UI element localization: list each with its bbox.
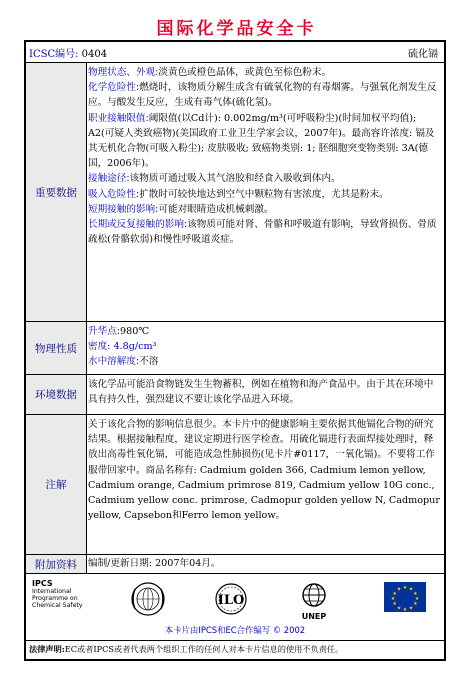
item-label: 吸入危险性: — [88, 188, 140, 200]
item-text: 该物质可通过吸入其气溶胶和经食入吸收到体内。 — [129, 173, 341, 185]
important-data-heading: 重要数据 — [26, 63, 87, 321]
additional-info-row — [26, 555, 444, 574]
exposure-limits-item — [88, 111, 441, 172]
density-item: 密度: 4.8g/cm³ — [88, 341, 157, 353]
important-data-row — [26, 63, 444, 322]
svg-text:★: ★ — [392, 591, 397, 597]
physical-properties-heading: 物理性质 — [26, 322, 87, 374]
sublimation-point-item — [88, 324, 441, 339]
svg-text:★: ★ — [396, 605, 402, 612]
safety-card — [24, 40, 446, 661]
short-term-effects-item — [88, 202, 441, 217]
ipcs-title: IPCS — [32, 579, 53, 588]
item-text: 该物质可能对肾、骨骼和呼吸道有影响，导致肾损伤、骨质疏松(骨骼软弱)和慢性呼吸道炎症。 — [88, 219, 437, 246]
who-emblem-icon — [132, 583, 164, 615]
item-text: 阈限值(以Cd计): 0.002mg/m³(可呼吸粉尘)(时间加权平均值); A2(可疑人类致癌物)(美国政府工业卫生学家会议，2007年)。最高容许浓度: 镉及其无机化合物(可吸入粉尘); 皮肤吸收; 致癌物类别: 1; 胚细胞突变物类别: 3A(德国，2006年)。 — [88, 112, 435, 170]
svg-text:★: ★ — [408, 586, 414, 593]
long-term-effects-item — [88, 217, 441, 247]
chemical-hazard-item — [88, 80, 441, 110]
item-label: 物理状态、外观: — [88, 67, 159, 78]
notes-heading: 注解 — [26, 415, 87, 554]
svg-text:★: ★ — [402, 585, 408, 591]
notes-text: 关于该化合物的影响信息很少。本卡片中的健康影响主要依据其他镉化合物的研究结果。根据接触程度，建议定期进行医学检查。用硫化镉进行表面焊接处理时，释放出高毒性氧化镉，可能造成急性肺损伤(见卡片#0117，一氧化镉)。不要将工作服带回家中。商品名称有: Cadmium golden 366, Cadmium lemon yellow, Cadmium orange, Cadmium primrose 819, Cadmium yellow 10G conc., Cadmium yellow conc. primrose, Cadmopur golden yellow N, Cadmopur yellow, Capsebon和Ferro lemon yellow。 — [88, 419, 440, 522]
legal-notice — [29, 644, 343, 655]
item-text: 燃烧时，该物质分解生成含有硫氧化物的有毒烟雾。与强氧化剂发生反应。与酸发生反应，生成有毒气体(硫化氢)。 — [88, 82, 437, 109]
environmental-data-row — [26, 375, 444, 415]
ipcs-line: International — [32, 588, 72, 595]
legal-text: EC或者IPCS或者代表两个组织工作的任何人对本卡片信息的使用不负责任。 — [64, 644, 344, 654]
item-text: 扩散时可较快地达到空气中颗粒物有害浓度，尤其是粉末。 — [139, 188, 389, 200]
eu-flag-icon — [384, 582, 426, 613]
unep-label: UNEP — [301, 612, 327, 621]
item-label: 升华点: — [88, 326, 121, 337]
svg-text:★: ★ — [414, 596, 420, 602]
organization-logos — [26, 580, 444, 618]
svg-text:★: ★ — [413, 591, 418, 597]
item-label: 职业接触限值: — [88, 112, 149, 124]
svg-text:★: ★ — [390, 596, 396, 602]
icsc-number-value: 0404 — [81, 49, 108, 60]
item-label: 化学危险性: — [88, 82, 140, 94]
icsc-number — [29, 45, 107, 60]
footer-logos-row — [26, 574, 444, 641]
item-label: 接触途径: — [88, 173, 130, 185]
environmental-data-heading: 环境数据 — [26, 375, 87, 414]
svg-text:★: ★ — [392, 601, 397, 607]
additional-info-text: 编制/更新日期: 2007年04月。 — [88, 558, 221, 569]
physical-properties-body — [88, 324, 441, 370]
item-label: 长期或反复接触的影响: — [88, 219, 188, 231]
water-solubility-item — [88, 354, 441, 369]
svg-text:ILO: ILO — [217, 593, 245, 608]
ipcs-line: Chemical Safety — [32, 602, 83, 609]
exposure-route-item — [88, 171, 441, 186]
item-text: 可能对眼睛造成机械刺激。 — [158, 203, 274, 215]
important-data-body — [88, 65, 441, 247]
notes-row — [26, 415, 444, 555]
unep-emblem-icon — [303, 584, 325, 606]
icsc-label: ICSC编号: — [29, 49, 79, 60]
item-text: 淡黄色或橙色晶体，或黄色至棕色粉末。 — [158, 67, 332, 78]
svg-text:★: ★ — [413, 601, 418, 607]
icsc-row — [26, 42, 444, 63]
item-text: 不溶 — [139, 356, 159, 368]
physical-properties-row — [26, 322, 444, 375]
ilo-emblem-icon — [216, 584, 246, 614]
card-title: 国际化学品安全卡 — [156, 19, 317, 39]
svg-text:★: ★ — [396, 586, 402, 593]
physical-state-item — [88, 65, 441, 80]
inhalation-risk-item — [88, 187, 441, 202]
item-text: 980℃ — [120, 326, 150, 337]
environmental-data-text: 该化学品可能沿食物链发生生物蓄积，例如在植物和海产食品中。由于其在环境中具有持久性，强烈建议不要让该化学品进入环境。 — [88, 379, 434, 406]
chemical-name: 硫化镉 — [408, 49, 438, 60]
legal-label: 法律声明: — [29, 644, 65, 654]
item-label: 短期接触的影响: — [88, 203, 159, 215]
item-label: 水中溶解度: — [88, 356, 140, 368]
footer-caption: 本卡片由IPCS和EC合作编写 © 2002 — [164, 625, 306, 635]
additional-info-heading: 附加资料 — [26, 555, 87, 573]
legal-row — [26, 641, 444, 659]
svg-text:★: ★ — [408, 605, 414, 612]
ipcs-line: Programme on — [32, 595, 78, 602]
svg-text:★: ★ — [402, 607, 408, 613]
